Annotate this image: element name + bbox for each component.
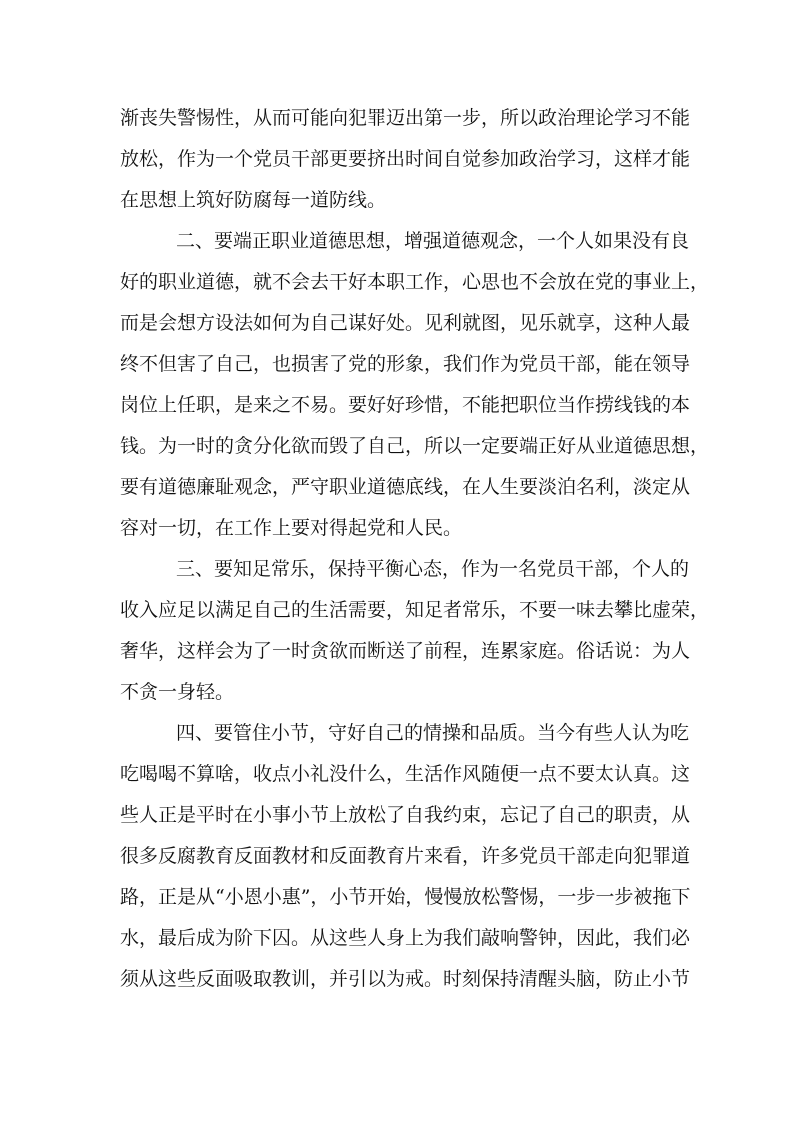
text-line: 四、要管住小节，守好自己的情操和品质。当今有些人认为吃 — [176, 722, 690, 744]
text-line: 须从这些反面吸取教训，并引以为戒。时刻保持清醒头脑，防止小节 — [120, 968, 691, 990]
text-line: 水，最后成为阶下囚。从这些人身上为我们敲响警钟，因此，我们必 — [120, 927, 691, 949]
text-line: 三、要知足常乐，保持平衡心态，作为一名党员干部，个人的 — [176, 558, 690, 580]
text-line: 吃喝喝不算啥，收点小礼没什么，生活作风随便一点不要太认真。这 — [120, 763, 691, 785]
text-line: 容对一切，在工作上要对得起党和人民。 — [120, 517, 463, 539]
paragraph-section-four — [120, 713, 691, 1000]
text-line: 渐丧失警惕性，从而可能向犯罪迈出第一步，所以政治理论学习不能 — [120, 107, 691, 129]
paragraph-section-two — [120, 221, 710, 549]
text-line: 要有道德廉耻观念，严守职业道德底线，在人生要淡泊名利，淡定从 — [120, 476, 691, 498]
document-body — [120, 98, 710, 1000]
text-line: 在思想上筑好防腐每一道防线。 — [120, 189, 387, 211]
text-line: 收入应足以满足自己的生活需要，知足者常乐，不要一味去攀比虚荣， — [120, 599, 710, 621]
text-line: 好的职业道德，就不会去干好本职工作，心思也不会放在党的事业上， — [120, 271, 710, 293]
text-line: 终不但害了自己，也损害了党的形象，我们作为党员干部，能在领导 — [120, 353, 691, 375]
text-line: 些人正是平时在小事小节上放松了自我约束，忘记了自己的职责，从 — [120, 804, 691, 826]
text-line: 岗位上任职，是来之不易。要好好珍惜，不能把职位当作捞线钱的本 — [120, 394, 691, 416]
text-line: 不贪一身轻。 — [120, 681, 235, 703]
text-line: 奢华，这样会为了一时贪欲而断送了前程，连累家庭。俗话说：为人 — [120, 640, 691, 662]
text-line: 路，正是从“小恩小惠”，小节开始，慢慢放松警惕，一步一步被拖下 — [120, 886, 691, 908]
text-line: 放松，作为一个党员干部更要挤出时间自觉参加政治学习，这样才能 — [120, 148, 691, 170]
paragraph-section-three — [120, 549, 710, 713]
text-line: 二、要端正职业道德思想，增强道德观念，一个人如果没有良 — [176, 230, 690, 252]
paragraph-continuation — [120, 98, 691, 221]
text-line: 而是会想方设法如何为自己谋好处。见利就图，见乐就享，这种人最 — [120, 312, 691, 334]
text-line: 钱。为一时的贪分化欲而毁了自己，所以一定要端正好从业道德思想， — [120, 435, 710, 457]
text-line: 很多反腐教育反面教材和反面教育片来看，许多党员干部走向犯罪道 — [120, 845, 691, 867]
